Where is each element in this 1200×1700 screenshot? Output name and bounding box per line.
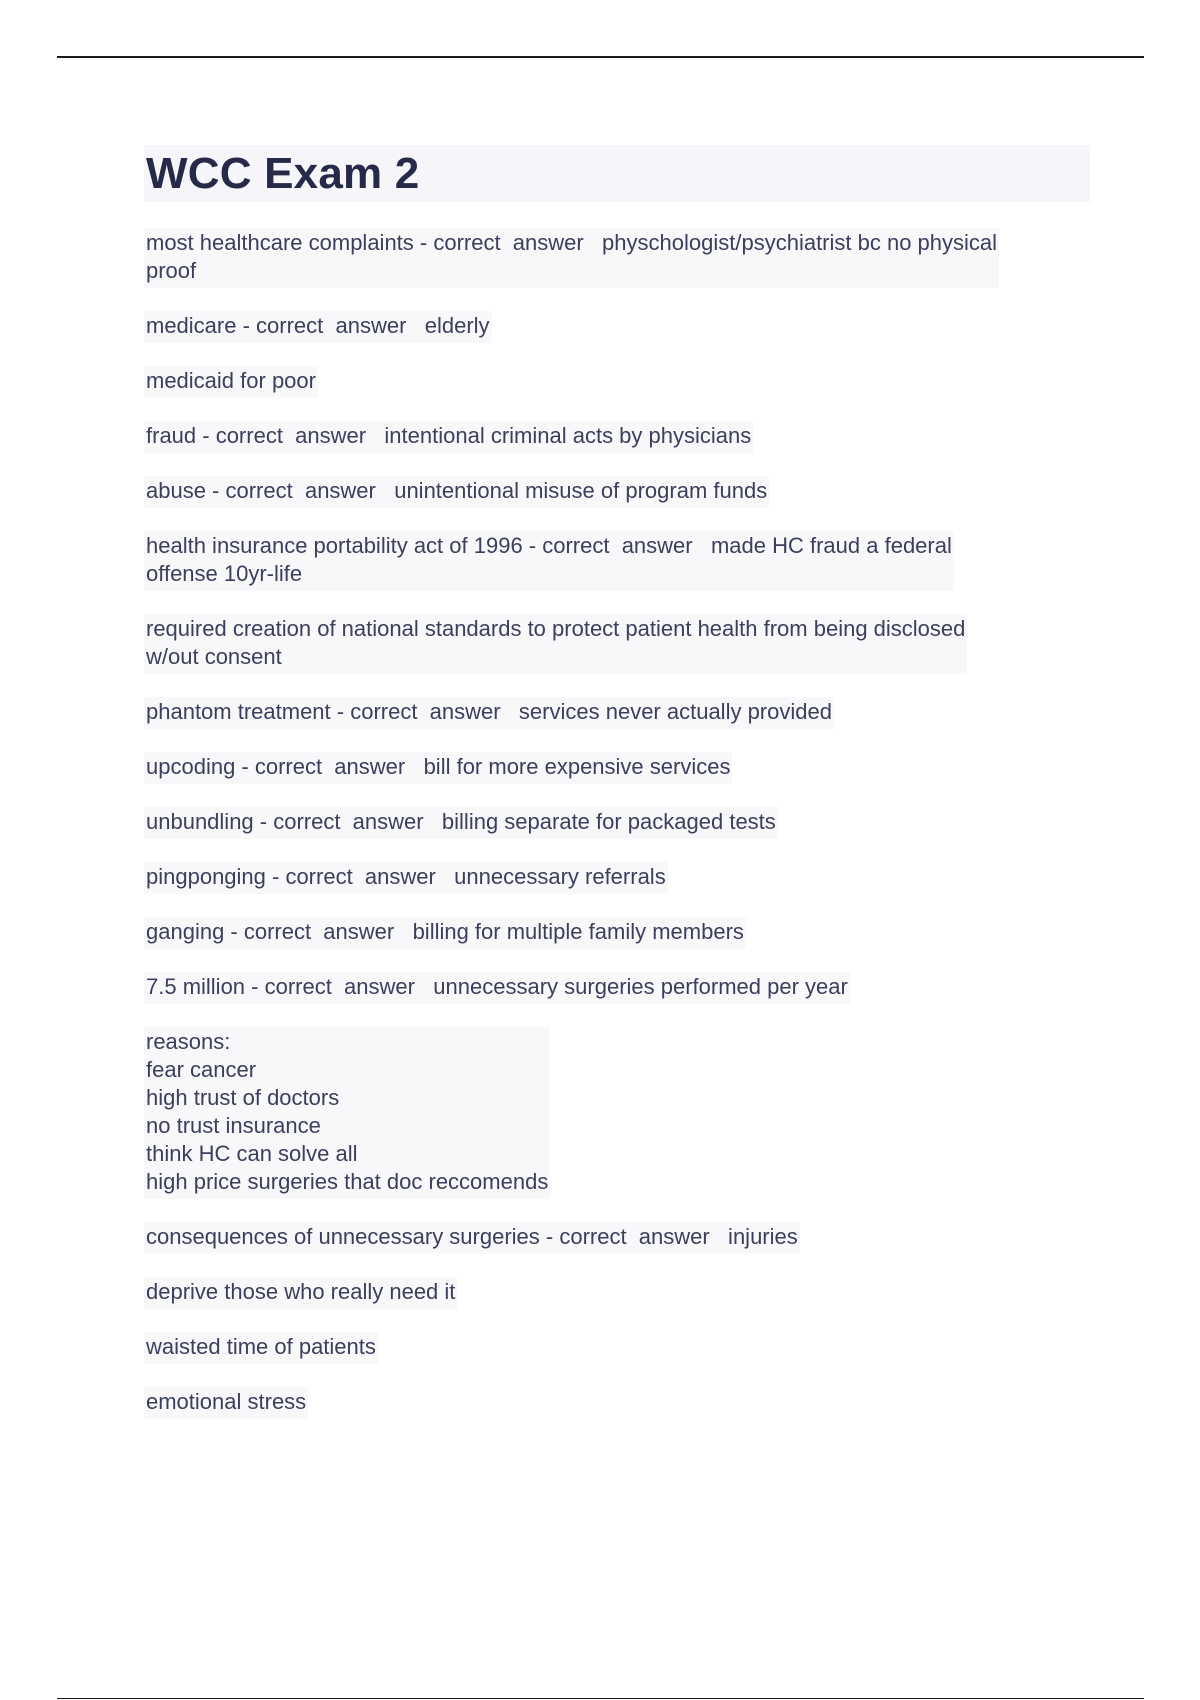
flashcard-entry — [144, 1222, 1090, 1277]
flashcard-entry — [144, 366, 1090, 421]
flashcard-entry — [144, 311, 1090, 366]
flashcard-text: upcoding - correct answer bill for more expensive services — [144, 752, 732, 784]
flashcard-text: most healthcare complaints - correct answer physchologist/psychiatrist bc no physical proof — [144, 228, 999, 288]
flashcard-text: emotional stress — [144, 1387, 308, 1419]
flashcard-entry — [144, 476, 1090, 531]
flashcard-text: waisted time of patients — [144, 1332, 378, 1364]
flashcard-entry — [144, 1387, 1090, 1442]
document-body — [144, 145, 1090, 1442]
flashcard-text: abuse - correct answer unintentional misuse of program funds — [144, 476, 769, 508]
flashcard-entry — [144, 917, 1090, 972]
flashcard-text: health insurance portability act of 1996 - correct answer made HC fraud a federal offense 10yr-life — [144, 531, 954, 591]
flashcard-text: required creation of national standards to protect patient health from being disclosed w/out consent — [144, 614, 967, 674]
flashcard-entry — [144, 862, 1090, 917]
page-title: WCC Exam 2 — [146, 149, 420, 198]
flashcard-entry — [144, 1277, 1090, 1332]
flashcard-entry — [144, 531, 1090, 614]
bottom-rule — [57, 1698, 1144, 1699]
flashcard-text: medicare - correct answer elderly — [144, 311, 492, 343]
flashcard-text: unbundling - correct answer billing separate for packaged tests — [144, 807, 778, 839]
flashcard-entry — [144, 1027, 1090, 1222]
flashcard-text: 7.5 million - correct answer unnecessary surgeries performed per year — [144, 972, 850, 1004]
flashcard-text: reasons: fear cancer high trust of doctors no trust insurance think HC can solve all high price surgeries that doc reccomends — [144, 1027, 550, 1199]
flashcard-entry — [144, 1332, 1090, 1387]
flashcard-text: consequences of unnecessary surgeries - correct answer injuries — [144, 1222, 800, 1254]
flashcard-text: pingponging - correct answer unnecessary referrals — [144, 862, 668, 894]
flashcard-text: deprive those who really need it — [144, 1277, 457, 1309]
flashcard-entry — [144, 228, 1090, 311]
flashcard-text: ganging - correct answer billing for multiple family members — [144, 917, 746, 949]
top-rule — [57, 56, 1144, 58]
flashcard-entry — [144, 972, 1090, 1027]
flashcard-entry — [144, 421, 1090, 476]
flashcard-entry — [144, 697, 1090, 752]
flashcard-entry — [144, 807, 1090, 862]
flashcard-text: phantom treatment - correct answer services never actually provided — [144, 697, 834, 729]
flashcard-text: fraud - correct answer intentional criminal acts by physicians — [144, 421, 753, 453]
flashcard-text: medicaid for poor — [144, 366, 318, 398]
flashcard-entry — [144, 752, 1090, 807]
title-band — [144, 145, 1090, 202]
flashcard-entry — [144, 614, 1090, 697]
